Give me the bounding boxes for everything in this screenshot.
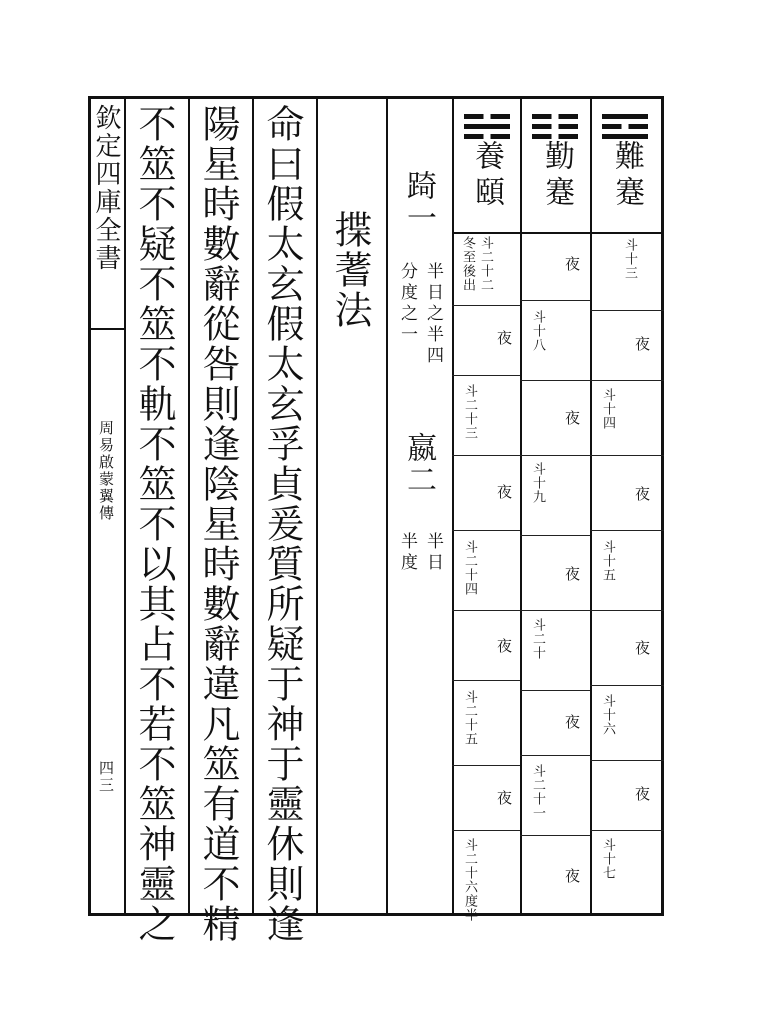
column-rule — [188, 96, 190, 916]
night-label: 夜 — [633, 640, 651, 655]
row-rule — [590, 830, 664, 831]
table-column-3-sub: 頤 — [469, 176, 504, 208]
night-label: 夜 — [563, 566, 581, 581]
margin-divider — [124, 96, 126, 916]
hexagram-icon — [464, 114, 510, 139]
ying-note-1: 半日 — [423, 532, 443, 574]
row-rule — [590, 380, 664, 381]
night-label: 夜 — [495, 330, 513, 345]
night-label: 夜 — [563, 868, 581, 883]
row-rule — [452, 680, 520, 681]
night-label: 夜 — [563, 714, 581, 729]
dou-value: 斗十四 — [600, 388, 615, 430]
row-rule — [452, 610, 520, 611]
table-column-rule — [590, 96, 592, 916]
book-title: 周易啟蒙翼傳 — [97, 420, 115, 522]
dou-value: 斗二十 — [530, 618, 545, 660]
row-rule — [452, 305, 520, 306]
row-rule — [520, 300, 590, 301]
night-label: 夜 — [495, 638, 513, 653]
book-series-title: 欽定四庫全書 — [91, 104, 121, 272]
table-column-2-sub: 蹇 — [539, 176, 574, 208]
dou-value: 斗十八 — [530, 310, 545, 352]
hexagram-icon — [532, 114, 578, 139]
margin-fishtail — [88, 328, 124, 330]
text-column-3: 不筮不疑不筮不軌不筮不以其占不若不筮神靈之 — [132, 104, 176, 944]
hexagram-icon — [602, 114, 648, 139]
night-label: 夜 — [495, 484, 513, 499]
ji-heading: 踦一 — [401, 170, 436, 234]
row-rule — [452, 455, 520, 456]
night-label: 夜 — [633, 486, 651, 501]
night-label: 夜 — [633, 786, 651, 801]
dou-value: 斗十六 — [600, 694, 615, 736]
dou-value: 斗十九 — [530, 462, 545, 504]
page-number: 四三 — [97, 760, 115, 794]
row-rule — [520, 455, 590, 456]
dou-value: 斗二十四 — [462, 540, 477, 596]
row-rule — [520, 690, 590, 691]
dou-value: 斗十五 — [600, 540, 615, 582]
dou-value: 斗二十三 — [462, 384, 477, 440]
night-label: 夜 — [563, 410, 581, 425]
table-column-rule — [520, 96, 522, 916]
dou-value: 斗十三 — [622, 238, 637, 280]
row-rule — [452, 830, 520, 831]
night-label: 夜 — [495, 790, 513, 805]
table-column-3-name: 養 — [469, 140, 504, 172]
row-rule — [590, 610, 664, 611]
row-rule — [590, 310, 664, 311]
note-value: 冬至後出 — [460, 236, 475, 292]
dou-value: 斗二十五 — [462, 690, 477, 746]
dou-value: 斗二十六度半 — [462, 838, 477, 922]
row-rule — [452, 765, 520, 766]
row-rule — [590, 530, 664, 531]
column-rule — [252, 96, 254, 916]
dou-value: 斗十七 — [600, 838, 615, 880]
row-rule — [590, 455, 664, 456]
night-label: 夜 — [563, 256, 581, 271]
row-rule — [520, 835, 590, 836]
table-header-rule — [452, 232, 664, 234]
row-rule — [590, 685, 664, 686]
table-column-1-sub: 蹇 — [609, 176, 644, 208]
row-rule — [452, 530, 520, 531]
column-rule — [386, 96, 388, 916]
row-rule — [452, 375, 520, 376]
column-rule — [316, 96, 318, 916]
table-column-1-name: 難 — [609, 140, 644, 172]
dou-value: 斗二十一 — [530, 764, 545, 820]
row-rule — [520, 535, 590, 536]
text-column-2: 陽星時數辭從咎則逢陰星時數辭違凡筮有道不精 — [196, 104, 240, 944]
ying-heading: 嬴二 — [401, 432, 436, 496]
row-rule — [520, 755, 590, 756]
row-rule — [520, 610, 590, 611]
dou-value: 斗二十二 — [478, 236, 493, 292]
row-rule — [590, 760, 664, 761]
section-heading: 揲蓍法 — [328, 210, 372, 330]
table-column-2-name: 勤 — [539, 140, 574, 172]
ji-note-1: 半日之半四 — [423, 262, 443, 367]
ji-note-2: 分度之一 — [397, 262, 417, 346]
row-rule — [520, 380, 590, 381]
text-column-1: 命曰假太玄假太玄孚貞爰質所疑于神于靈休則逢 — [260, 104, 304, 944]
column-rule — [452, 96, 454, 916]
ying-note-2: 半度 — [397, 532, 417, 574]
night-label: 夜 — [633, 336, 651, 351]
